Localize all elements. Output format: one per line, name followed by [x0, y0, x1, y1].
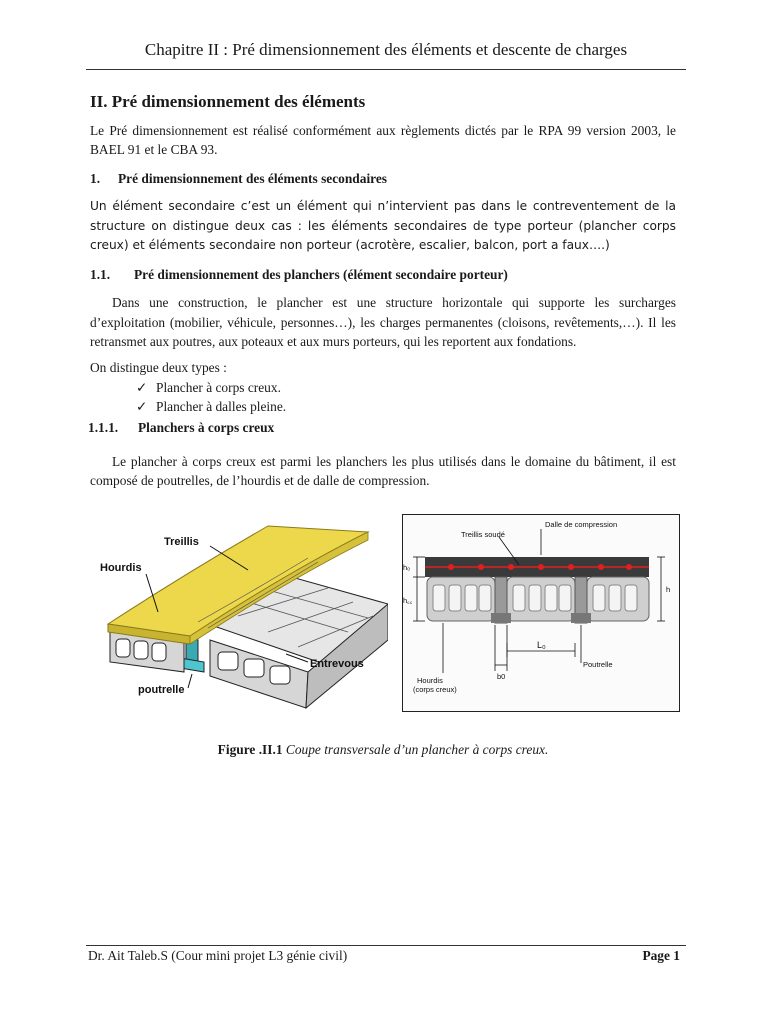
- main-content: [90, 92, 676, 500]
- list-item: [136, 378, 676, 397]
- subsection-1-1-title: Pré dimensionnement des planchers (élément secondaire porteur): [134, 266, 508, 282]
- subsection-1-1-number: 1.1.: [90, 266, 111, 282]
- subsection-1-1-1-title: Planchers à corps creux: [138, 420, 275, 435]
- footer-rule: [86, 945, 686, 946]
- label-poutrelle: poutrelle: [138, 684, 185, 696]
- footer-author: Dr. Ait Taleb.S (Cour mini projet L3 génie civil): [88, 948, 348, 963]
- subsection-1-1-1-paragraph: Le plancher à corps creux est parmi les planchers les plus utilisés dans le domaine du bâtiment, il est composé de poutrelles, de l’hourdis et de dalle de compression.: [90, 453, 676, 488]
- subsection-1-1-1-number: 1.1.1.: [88, 420, 119, 435]
- list-item-text: Plancher à corps creux.: [156, 380, 281, 395]
- subsection-1-1-heading: [90, 265, 676, 285]
- subsection-1-1-1-heading: [88, 418, 676, 438]
- label-hourdis: Hourdis: [417, 676, 443, 685]
- figure-caption-text: Coupe transversale d’un plancher à corps creux.: [285, 742, 549, 757]
- label-b0: b0: [497, 672, 506, 681]
- page-number: Page 1: [642, 948, 680, 963]
- label-h: h: [666, 585, 671, 594]
- header-rule: [86, 69, 686, 70]
- checkmark-icon: ✓: [136, 399, 148, 414]
- label-hcc: h꜀꜀: [403, 596, 413, 605]
- checkmark-icon: ✓: [136, 380, 148, 395]
- label-hourdis-sub: (corps creux): [413, 685, 457, 694]
- list-item-text: Plancher à dalles pleine.: [156, 399, 287, 414]
- floor-3d-illustration: [98, 512, 388, 712]
- label-treillis-soude: Treillis soudé: [461, 530, 505, 539]
- label-l0: L₀: [537, 640, 546, 650]
- list-item: [136, 397, 676, 416]
- label-treillis: Treillis: [164, 536, 199, 548]
- label-hourdis: Hourdis: [100, 562, 142, 574]
- intro-paragraph: Le Pré dimensionnement est réalisé conformément aux règlements dictés par le RPA 99 version 2003, le BAEL 91 et le CBA 93.: [90, 122, 676, 157]
- types-list: [136, 378, 676, 416]
- figure-caption: [90, 742, 676, 758]
- cross-section-drawing: [402, 514, 680, 712]
- subsection-1-title: Pré dimensionnement des éléments secondaires: [118, 170, 388, 186]
- label-entrevous: Entrevous: [310, 658, 364, 670]
- figure-label: Figure .II.1: [217, 742, 283, 757]
- label-h0: h₀: [403, 563, 411, 572]
- figure-group: [90, 512, 680, 712]
- section-title: II. Pré dimensionnement des éléments: [90, 92, 366, 111]
- types-intro: On distingue deux types :: [90, 359, 227, 375]
- subsection-1-number: 1.: [90, 170, 101, 186]
- subsection-1-1-paragraph: Dans une construction, le plancher est une structure horizontale qui supporte les surcharges d’exploitation (mobilier, véhicule, personnes…), les charges permanentes (cloisons, revêtements,…). Il les retransmet aux poutres, aux poteaux et aux murs porteurs, qui les reportent aux fondations.: [90, 295, 676, 349]
- subsection-1-heading: [90, 169, 676, 189]
- label-poutrelle: Poutrelle: [583, 660, 613, 669]
- label-dalle: Dalle de compression: [545, 520, 618, 529]
- corps-creux-blocks: [427, 577, 649, 623]
- running-header: Chapitre II : Pré dimensionnement des éléments et descente de charges: [144, 40, 628, 59]
- subsection-1-paragraph: Un élément secondaire c’est un élément qui n’intervient pas dans le contreventement de la structure on distingue deux cas : les éléments secondaires de type porteur (plancher corps creux) et éléments secondaire non porteur (acrotère, escalier, balcon, port a faux….): [90, 199, 676, 252]
